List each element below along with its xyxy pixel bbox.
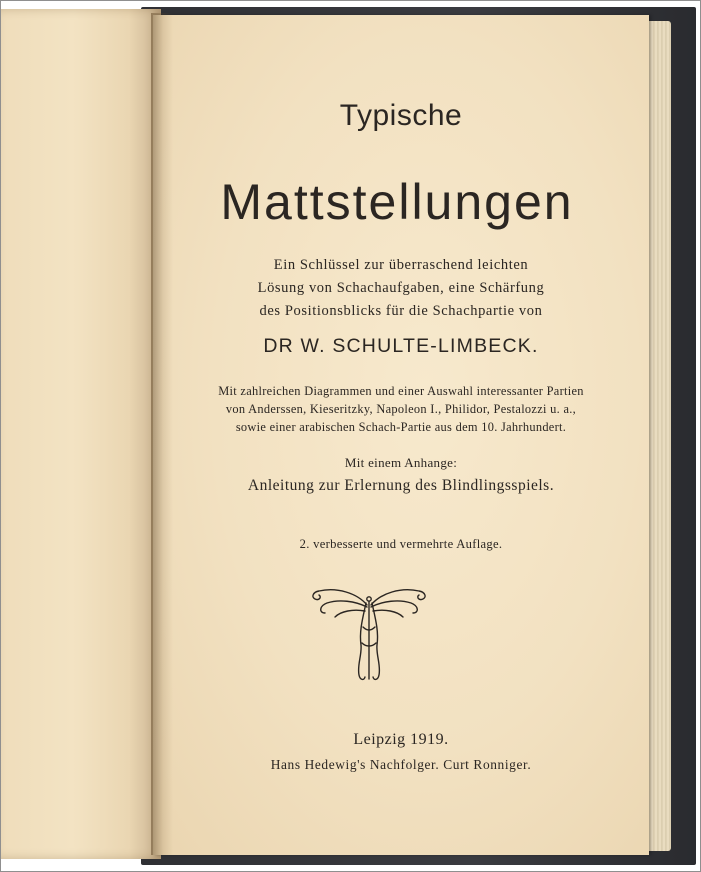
description-line-2: von Anderssen, Kieseritzky, Napoleon I., Philidor, Pestalozzi u. a., [225, 402, 577, 416]
appendix-title: Anleitung zur Erlernung des Blindlingsspiels. [247, 477, 555, 494]
publisher: Hans Hedewig's Nachfolger. Curt Ronniger. [270, 757, 532, 772]
title-line-1: Typische [339, 99, 463, 132]
subtitle-line-3: des Positionsblicks für die Schachpartie von [259, 303, 543, 319]
left-blank-page [1, 9, 161, 859]
book-gutter [151, 13, 173, 855]
main-title: Mattstellungen [220, 174, 574, 230]
author-name: DR W. SCHULTE-LIMBECK. [263, 335, 539, 357]
description-line-1: Mit zahlreichen Diagrammen und einer Auswahl interessanter Partien [218, 384, 584, 398]
description-line-3: sowie einer arabischen Schach-Partie aus dem 10. Jahrhundert. [235, 420, 567, 434]
appendix-heading: Mit einem Anhange: [344, 455, 458, 470]
subtitle-line-2: Lösung von Schachaufgaben, eine Schärfung [257, 280, 545, 296]
edition-note: 2. verbesserte und vermehrte Auflage. [299, 537, 503, 551]
title-page [153, 15, 649, 855]
place-and-year: Leipzig 1919. [353, 731, 449, 748]
ornament-icon [309, 583, 429, 685]
subtitle-line-1: Ein Schlüssel zur überraschend leichten [273, 257, 529, 273]
